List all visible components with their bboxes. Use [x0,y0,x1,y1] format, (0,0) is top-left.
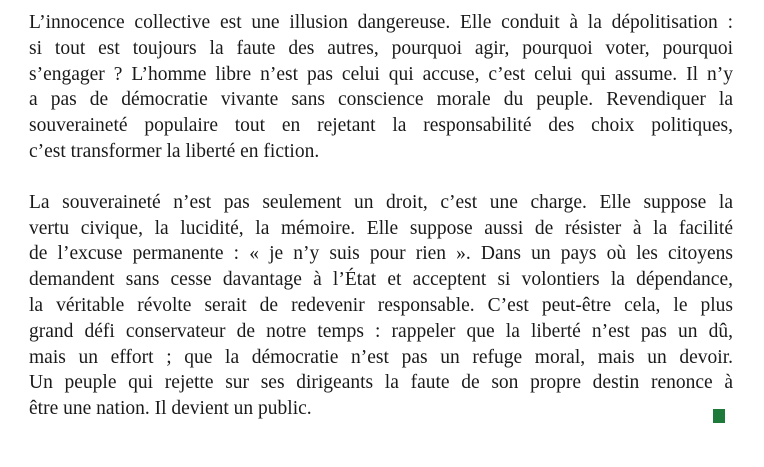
text-line: c’est transformer la liberté en fiction. [29,140,320,162]
paragraph-1 [29,10,733,165]
text-line: s’engager ? L’homme libre n’est pas celui qui accuse, c’est celui qui assume. Il n’y [29,63,733,85]
article-body [29,10,733,422]
text-line: être une nation. Il devient un public. [29,398,312,420]
text-line: vertu civique, la lucidité, la mémoire. Elle suppose aussi de résister à la facilité [29,217,733,239]
paragraph-gap [29,165,733,190]
text-line: souveraineté populaire tout en rejetant la responsabilité des choix politiques, [29,115,733,137]
text-line: Un peuple qui rejette sur ses dirigeants la faute de son propre destin renonce à [29,372,733,394]
text-line: a pas de démocratie vivante sans conscience morale du peuple. Revendiquer la [29,89,733,111]
text-line: demandent sans cesse davantage à l’État et acceptent si volontiers la dépendance, [29,269,733,291]
text-line: si tout est toujours la faute des autres, pourquoi agir, pourquoi voter, pourquoi [29,37,733,59]
end-of-article-mark [713,409,725,423]
text-line: L’innocence collective est une illusion dangereuse. Elle conduit à la dépolitisation : [29,12,733,33]
text-line: mais un effort ; que la démocratie n’est pas un refuge moral, mais un devoir. [29,346,733,368]
text-line: la véritable révolte serait de redevenir responsable. C’est peut-être cela, le plus [29,294,733,316]
text-line: de l’excuse permanente : « je n’y suis pour rien ». Dans un pays où les citoyens [29,243,733,265]
text-line: grand défi conservateur de notre temps : rappeler que la liberté n’est pas un dû, [29,320,733,342]
paragraph-2 [29,190,733,422]
text-line: La souveraineté n’est pas seulement un droit, c’est une charge. Elle suppose la [29,191,733,213]
